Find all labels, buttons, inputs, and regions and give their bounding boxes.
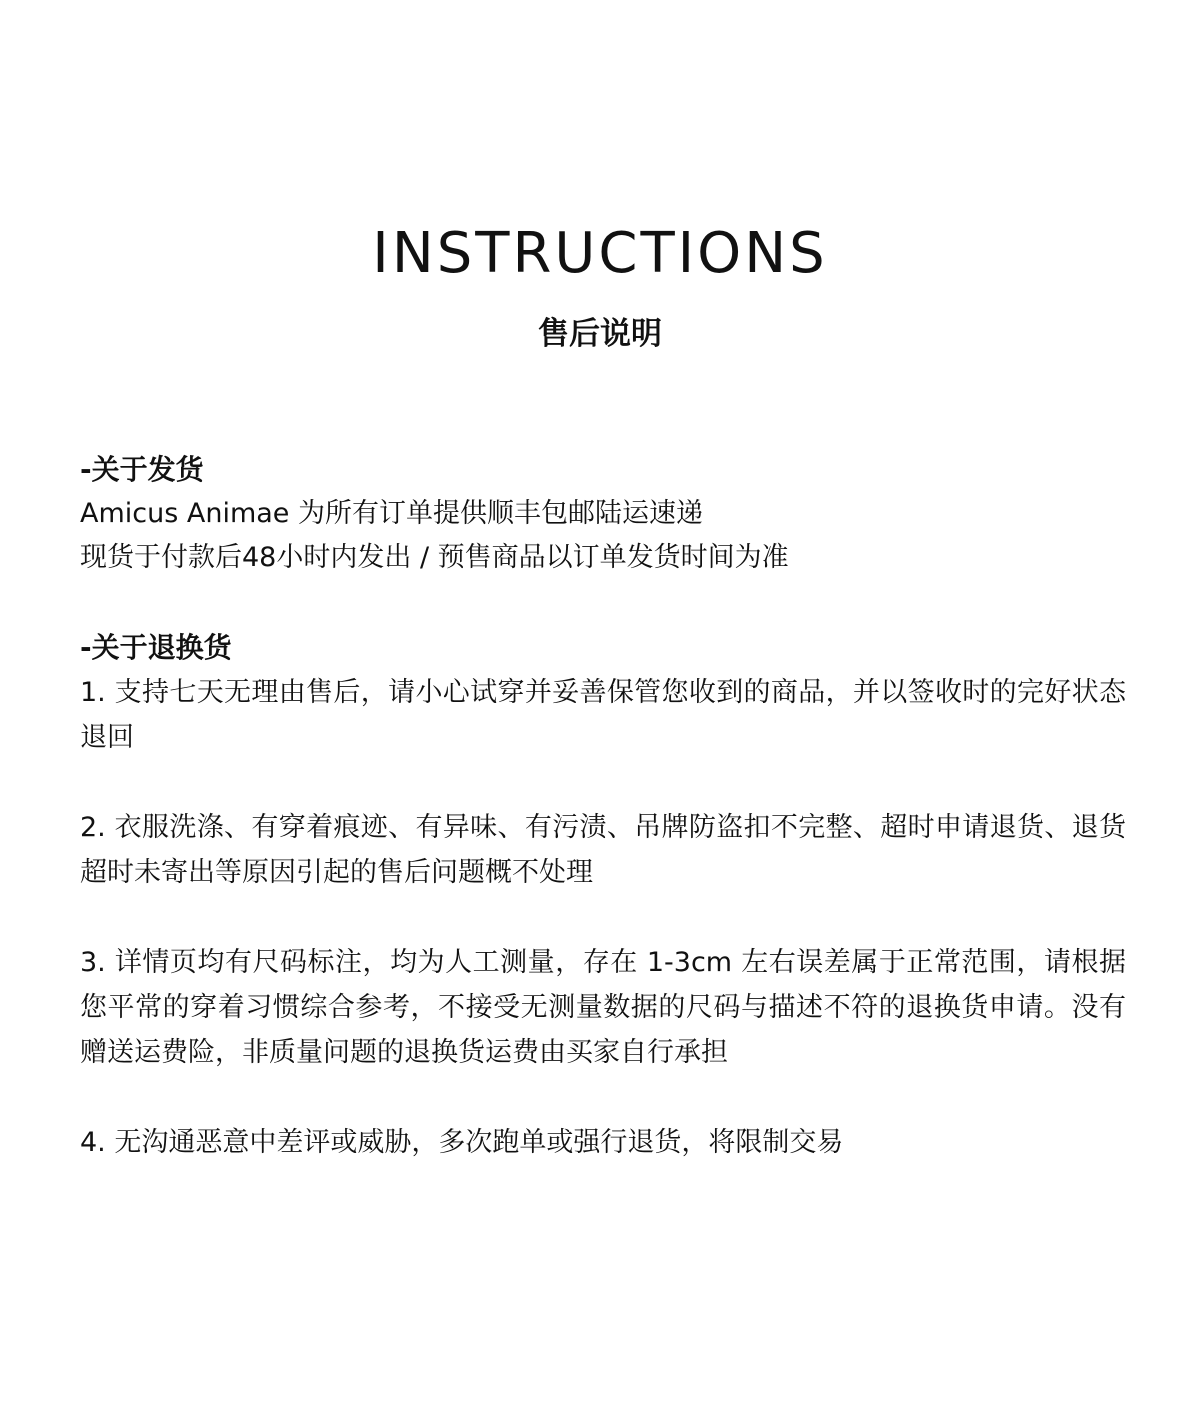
paragraph-spacer [80,760,1126,805]
returns-section [80,626,1126,1165]
returns-item: 3. 详情页均有尺码标注，均为人工测量，存在 1-3cm 左右误差属于正常范围，请根据您平常的穿着习惯综合参考，不接受无测量数据的尺码与描述不符的退换货申请。没有赠送运费险，非质量问题的退换货运费由买家自行承担 [80,947,1126,1068]
paragraph-spacer [80,895,1126,940]
shipping-line: Amicus Animae 为所有订单提供顺丰包邮陆运速递 [80,498,704,529]
shipping-line: 现货于付款后48小时内发出 / 预售商品以订单发货时间为准 [80,542,789,573]
instructions-content [80,448,1126,1165]
shipping-section [80,448,1126,580]
returns-item: 4. 无沟通恶意中差评或威胁，多次跑单或强行退货，将限制交易 [80,1127,844,1158]
section-spacer [80,580,1126,626]
returns-item: 2. 衣服洗涤、有穿着痕迹、有异味、有污渍、吊牌防盗扣不完整、超时申请退货、退货超时未寄出等原因引起的售后问题概不处理 [80,812,1126,888]
page-title: INSTRUCTIONS [372,221,828,286]
paragraph-spacer [80,1075,1126,1120]
page-subtitle: 售后说明 [538,316,662,352]
shipping-heading: -关于发货 [80,453,204,486]
returns-item: 1. 支持七天无理由售后，请小心试穿并妥善保管您收到的商品，并以签收时的完好状态退回 [80,677,1126,753]
returns-heading: -关于退换货 [80,631,232,664]
